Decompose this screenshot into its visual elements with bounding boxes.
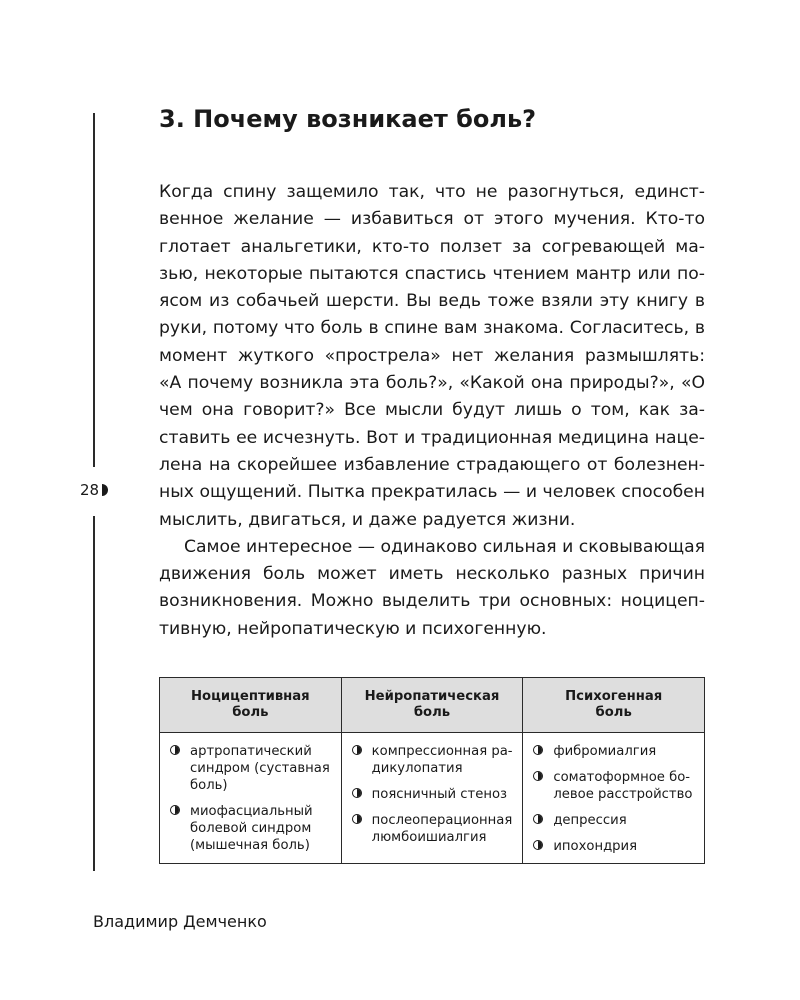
list-item [529,769,698,803]
list-item-text: соматоформное болевое расстройство [553,770,693,802]
list-item [166,743,335,794]
list-item [529,812,698,829]
list-item [166,803,335,854]
cell-neuropathic [341,733,523,864]
body-text [159,179,705,643]
table-row [160,733,705,864]
half-circle-bullet-icon [170,745,180,755]
list-item [529,743,698,760]
header-line: Ноцицептивная [191,689,310,704]
half-circle-bullet-icon [533,745,543,755]
header-line: боль [232,705,269,720]
list-item-text: поясничный стеноз [371,787,508,802]
half-circle-bullet-icon [533,840,543,850]
header-neuropathic [341,678,523,733]
half-circle-bullet-icon [352,745,362,755]
margin-rule-bottom [93,516,95,871]
list-item [348,743,517,777]
half-circle-bullet-icon [533,814,543,824]
header-line: боль [413,705,451,720]
table-header-row [160,678,705,733]
header-line: боль [595,705,632,720]
page-number-text: 28 [80,481,100,499]
list-item [348,786,517,803]
half-circle-bullet-icon [352,788,362,798]
paragraph-1: Когда спину защемило так, что не разогнуться, единственное желание — избавиться от этого мучения. Кто-то глотает анальгетики, кто-то ползет за согревающей мазью, некоторые пытаются спастись чтением мантр или поясом из собачьей шерсти. Вы ведь тоже взяли эту книгу в руки, потому что боль в спине вам знакома. Согласитесь, в момент жуткого «прострела» нет желания размышлять: «А почему возникла эта боль?», «Какой она природы?», «О чем она говорит?» Все мысли будут лишь о том, как заставить ее исчезнуть. Вот и традиционная медицина нацелена на скорейшее избавление страдающего от болезненных ощущений. Пытка прекратилась — и человек способен мыслить, двигаться, и даже радуется жизни. [159,182,705,530]
half-circle-bullet-icon [352,814,362,824]
list-item [529,838,698,855]
half-circle-bullet-icon [533,771,543,781]
page-number [80,481,108,499]
header-psychogenic [523,678,705,733]
header-nociceptive [160,678,342,733]
header-line: Нейропатическая [364,689,500,704]
section-heading: 3. Почему возникает боль? [159,105,537,133]
list-item-text: компрессионная радикулопатия [371,744,513,776]
cell-nociceptive [160,733,342,864]
margin-rule-top [93,113,95,467]
author-footer: Владимир Демченко [93,912,267,931]
list-item [348,812,517,846]
list-item-text: послеоперационная люмбоишиалгия [371,813,513,845]
half-circle-icon [102,484,108,496]
header-line: Психогенная [565,689,663,704]
list-item-text: миофасциальный болевой синдром (мышечная боль) [190,804,313,853]
list-item-text: ипохондрия [553,839,638,854]
paragraph-2: Самое интересное — одинаково сильная и сковывающая движения боль может иметь несколько разных причин возникновения. Можно выделить три основных: ноцицептивную, нейропатическую и психогенную. [159,536,705,639]
list-item-text: фибромиалгия [553,744,657,759]
list-item-text: артропатический синдром (суставная боль) [190,744,330,793]
cell-psychogenic [523,733,705,864]
half-circle-bullet-icon [170,805,180,815]
pain-types-table [159,677,705,864]
list-item-text: депрессия [553,813,627,828]
